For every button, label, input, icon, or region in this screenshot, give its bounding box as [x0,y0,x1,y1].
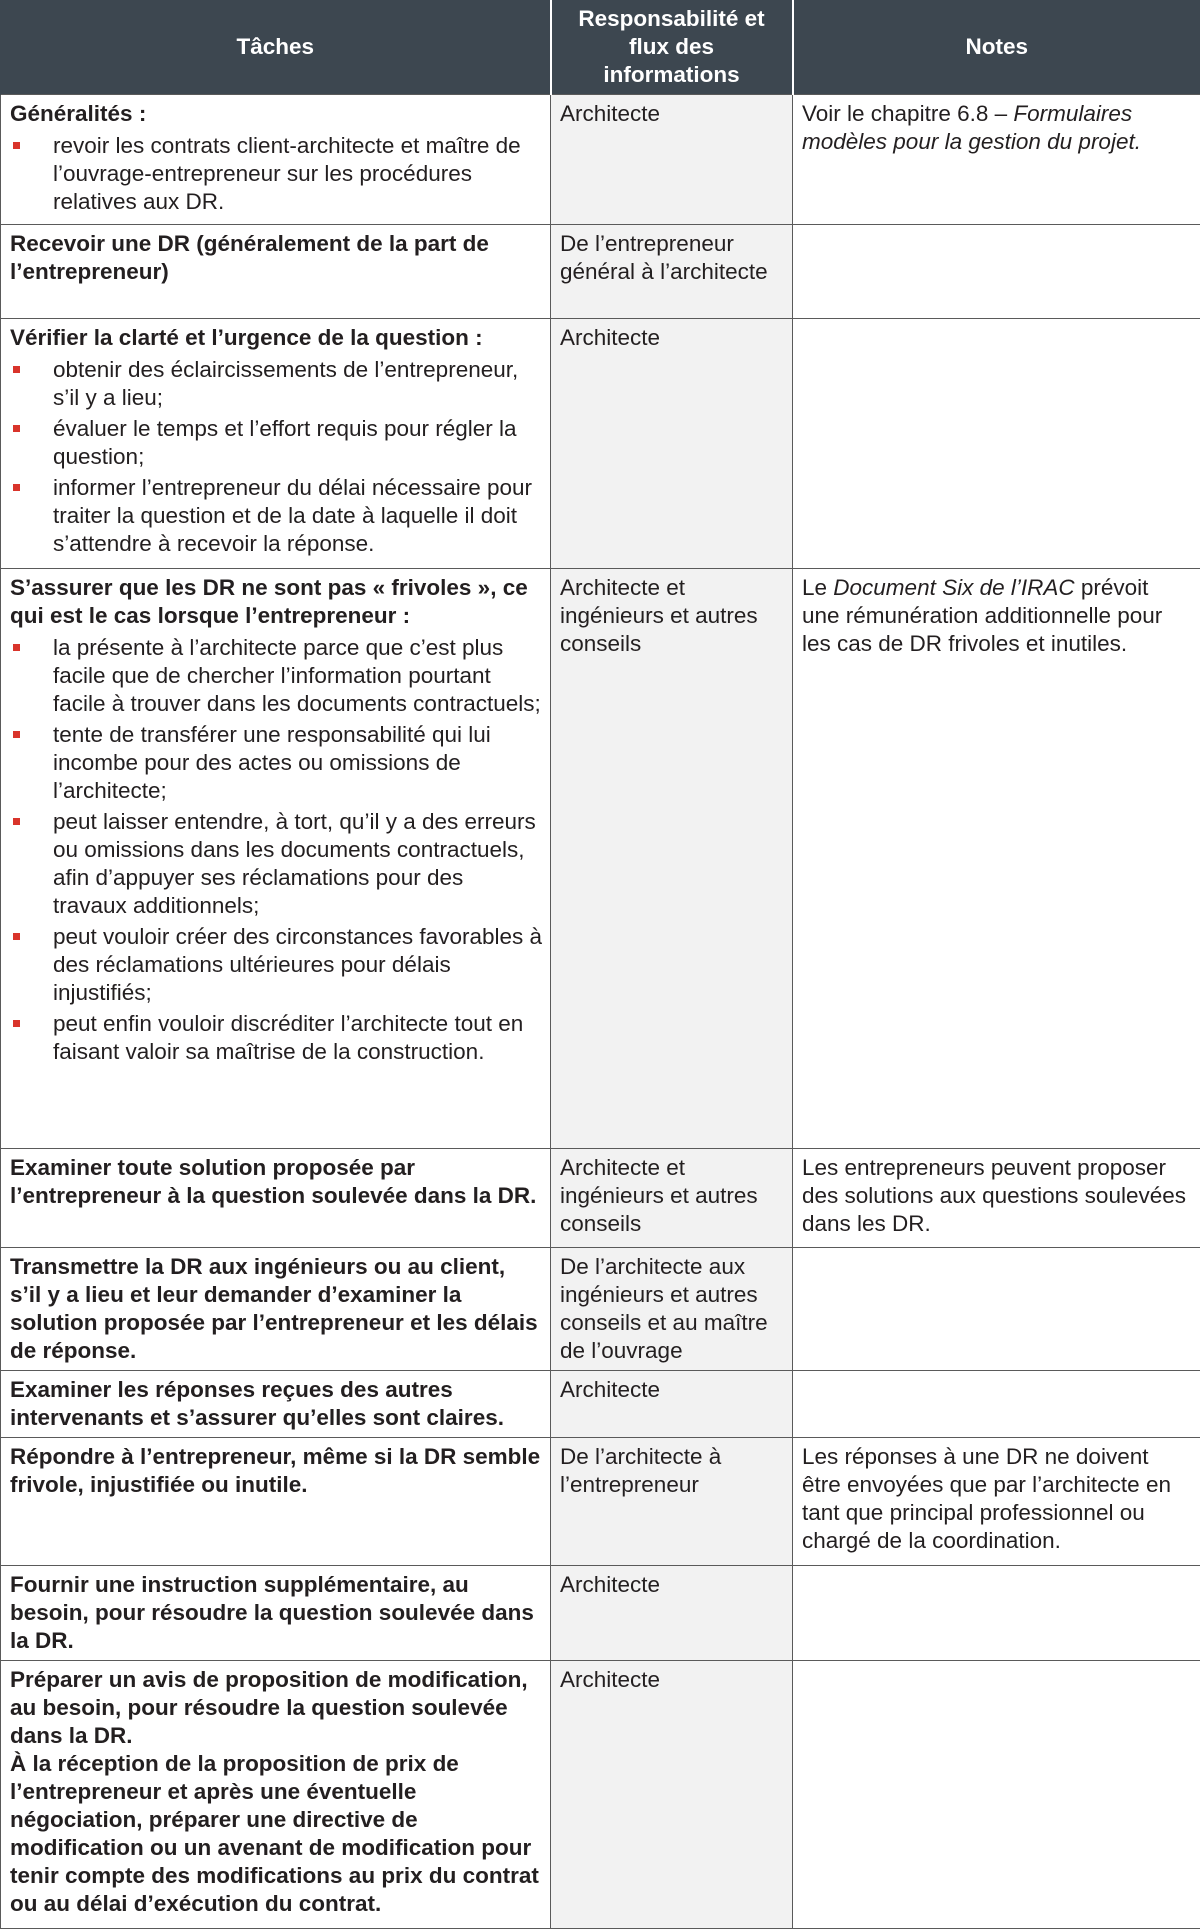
notes-cell [793,94,1200,224]
bullet-text: revoir les contrats client-architecte et maître de l’ouvrage-entrepreneur sur les procédures relatives aux DR. [53,133,521,214]
task-title: Préparer un avis de proposition de modification, au besoin, pour résoudre la question soulevée dans la DR. [10,1666,542,1750]
bullet-icon [13,366,20,373]
list-item [10,474,542,558]
list-item [10,634,542,718]
bullet-icon [13,644,20,651]
header-tasks: Tâches [1,0,551,94]
bullet-text: évaluer le temps et l’effort requis pour régler la question; [53,416,517,469]
bullet-text: obtenir des éclaircissements de l’entrepreneur, s’il y a lieu; [53,357,518,410]
notes-cell [793,1148,1200,1247]
responsibility-cell: Architecte [551,1370,793,1437]
table-body [1,94,1200,1928]
notes-text: Les réponses à une DR ne doivent être envoyées que par l’architecte en tant que principal professionnel ou chargé de la coordination. [802,1444,1171,1553]
notes-italic: Document Six de l’IRAC [833,575,1074,600]
bullet-icon [13,1020,20,1027]
task-cell [1,1565,551,1660]
responsibility-cell: Architecte [551,1565,793,1660]
notes-text-suffix: prévoit une rémunération additionnelle pour les cas de DR frivoles et inutiles. [802,575,1162,656]
table-row [1,318,1200,568]
table-row [1,224,1200,318]
task-title: Généralités : [10,100,542,128]
notes-cell [793,1370,1200,1437]
table-row [1,1148,1200,1247]
responsibility-cell: Architecte [551,1660,793,1928]
task-title: Examiner les réponses reçues des autres intervenants et s’assurer qu’elles sont claires. [10,1376,542,1432]
notes-cell [793,568,1200,1148]
table-row [1,1660,1200,1928]
task-title: Répondre à l’entrepreneur, même si la DR semble frivole, injustifiée ou inutile. [10,1443,542,1499]
notes-cell [793,1437,1200,1565]
list-item [10,721,542,805]
table-row [1,94,1200,224]
bullet-text: tente de transférer une responsabilité qui lui incombe pour des actes ou omissions de l’architecte; [53,722,491,803]
bullet-icon [13,933,20,940]
responsibility-cell: Architecte [551,94,793,224]
task-title: Vérifier la clarté et l’urgence de la question : [10,324,542,352]
table-header [1,0,1200,94]
notes-cell [793,1565,1200,1660]
bullet-text: peut vouloir créer des circonstances favorables à des réclamations ultérieures pour délais injustifiés; [53,924,542,1005]
list-item [10,132,542,216]
bullet-text: informer l’entrepreneur du délai nécessaire pour traiter la question et de la date à laquelle il doit s’attendre à recevoir la réponse. [53,475,532,556]
notes-italic: Formulaires modèles pour la gestion du projet. [802,101,1141,154]
header-row [1,0,1200,94]
header-notes: Notes [793,0,1200,94]
table-row [1,1370,1200,1437]
bullet-icon [13,818,20,825]
list-item [10,356,542,412]
responsibility-cell: De l’entrepreneur général à l’architecte [551,224,793,318]
task-cell [1,568,551,1148]
responsibility-cell: De l’architecte à l’entrepreneur [551,1437,793,1565]
list-item [10,808,542,920]
bullet-icon [13,142,20,149]
table-row [1,1247,1200,1370]
task-cell [1,94,551,224]
task-title: Fournir une instruction supplémentaire, au besoin, pour résoudre la question soulevée dans la DR. [10,1571,542,1655]
task-bullet-list [10,634,542,1066]
table-row [1,568,1200,1148]
task-cell [1,1660,551,1928]
bullet-text: la présente à l’architecte parce que c’est plus facile que de chercher l’information pourtant facile à trouver dans les documents contractuels; [53,635,541,716]
responsibility-cell: Architecte et ingénieurs et autres conseils [551,1148,793,1247]
table-row [1,1437,1200,1565]
responsibility-cell: Architecte [551,318,793,568]
bullet-text: peut enfin vouloir discréditer l’architecte tout en faisant valoir sa maîtrise de la construction. [53,1011,523,1064]
task-title: Transmettre la DR aux ingénieurs ou au client, s’il y a lieu et leur demander d’examiner la solution proposée par l’entrepreneur et les délais de réponse. [10,1253,542,1365]
bullet-text: peut laisser entendre, à tort, qu’il y a des erreurs ou omissions dans les documents contractuels, afin d’appuyer ses réclamations pour des travaux additionnels; [53,809,536,918]
task-cell [1,1370,551,1437]
bullet-icon [13,484,20,491]
notes-cell [793,1247,1200,1370]
notes-text: Voir le chapitre 6.8 – [802,101,1013,126]
notes-cell [793,318,1200,568]
list-item [10,1010,542,1066]
bullet-icon [13,731,20,738]
task-title: S’assurer que les DR ne sont pas « frivoles », ce qui est le cas lorsque l’entrepreneur : [10,574,542,630]
header-responsibility: Responsabilité et flux des informations [551,0,793,94]
task-cell [1,1148,551,1247]
notes-text: Le [802,575,833,600]
bullet-icon [13,425,20,432]
table-row [1,1565,1200,1660]
task-cell [1,224,551,318]
task-cell [1,1247,551,1370]
responsibility-cell: De l’architecte aux ingénieurs et autres conseils et au maître de l’ouvrage [551,1247,793,1370]
notes-cell [793,224,1200,318]
task-cell [1,318,551,568]
task-cell [1,1437,551,1565]
task-bullet-list [10,132,542,216]
notes-cell [793,1660,1200,1928]
notes-text: Les entrepreneurs peuvent proposer des solutions aux questions soulevées dans les DR. [802,1155,1186,1236]
task-bullet-list [10,356,542,558]
task-title: Examiner toute solution proposée par l’entrepreneur à la question soulevée dans la DR. [10,1154,542,1210]
list-item [10,415,542,471]
task-extra: À la réception de la proposition de prix de l’entrepreneur et après une éventuelle négociation, préparer une directive de modification ou un avenant de modification pour tenir compte des modifications au prix du contrat ou au délai d’exécution du contrat. [10,1750,542,1918]
responsibility-cell: Architecte et ingénieurs et autres conseils [551,568,793,1148]
list-item [10,923,542,1007]
task-title: Recevoir une DR (généralement de la part de l’entrepreneur) [10,230,542,286]
